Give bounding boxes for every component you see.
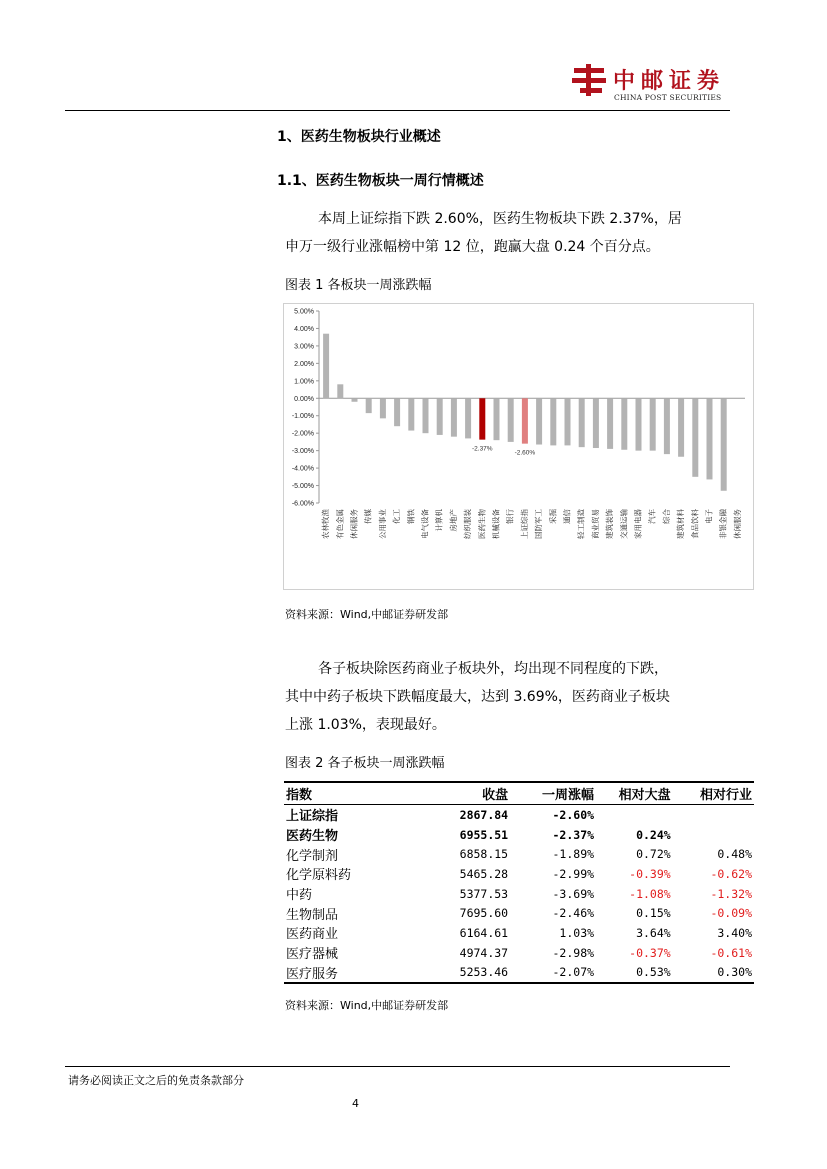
x-category-label: 非银金融 xyxy=(718,509,728,539)
x-category-label: 钢铁 xyxy=(406,509,416,524)
table-row xyxy=(284,903,754,923)
chart-bar xyxy=(437,398,443,435)
cell-vs-industry: 3.40% xyxy=(717,925,752,940)
cell-index-name: 医药生物 xyxy=(286,829,339,845)
chart-bar xyxy=(550,398,556,445)
figure-1-caption: 图表 1 各板块一周涨跌幅 xyxy=(285,278,432,293)
cell-index-name: 上证综指 xyxy=(286,809,339,825)
chart-bar xyxy=(536,398,542,444)
paragraph-1-line-1: 本周上证综指下跌 2.60%，医药生物板块下跌 2.37%，居 xyxy=(318,211,682,227)
page-number: 4 xyxy=(352,1097,359,1110)
y-tick-label: 3.00% xyxy=(294,343,314,351)
x-category-label: 商业贸易 xyxy=(590,509,600,539)
col-header-vs-market: 相对大盘 xyxy=(596,782,673,805)
cell-week-change: -2.60% xyxy=(552,807,595,822)
cell-close: 2867.84 xyxy=(459,807,509,822)
y-tick-label: -5.00% xyxy=(291,483,314,491)
cell-week-change: -2.99% xyxy=(552,866,595,881)
cell-week-change: -1.89% xyxy=(552,847,595,862)
cell-vs-market xyxy=(596,805,673,825)
cell-close: 7695.60 xyxy=(459,906,509,921)
x-category-label: 上证综指 xyxy=(519,509,529,539)
x-category-label: 交通运输 xyxy=(619,509,629,539)
x-category-label: 建筑材料 xyxy=(676,509,686,539)
x-category-label: 农林牧渔 xyxy=(321,509,331,539)
header-rule xyxy=(65,110,730,111)
bar-data-label: -2.60% xyxy=(514,449,536,457)
chart-bar xyxy=(664,398,670,454)
cell-week-change: -3.69% xyxy=(552,886,595,901)
chart-bar xyxy=(621,398,627,449)
y-tick-label: 5.00% xyxy=(294,308,314,316)
x-category-label: 通信 xyxy=(562,509,572,524)
cell-vs-industry: -0.62% xyxy=(710,866,752,881)
chart-bar xyxy=(465,398,471,438)
sector-weekly-change-chart xyxy=(283,303,754,590)
bar-data-label: -2.37% xyxy=(471,445,493,453)
cell-vs-industry: 0.30% xyxy=(673,963,754,984)
y-tick-label: -6.00% xyxy=(291,500,314,508)
col-header-week-change: 一周涨幅 xyxy=(510,782,596,805)
cell-week-change: -2.07% xyxy=(510,963,596,984)
figure-2-source: 资料来源：Wind,中邮证券研发部 xyxy=(285,999,449,1012)
china-post-logo-icon xyxy=(572,62,608,98)
y-tick-label: -2.00% xyxy=(291,430,314,438)
x-category-label: 家用电器 xyxy=(633,509,643,539)
cell-vs-industry xyxy=(673,805,754,825)
table-row xyxy=(284,805,754,825)
chart-bar xyxy=(650,398,656,450)
chart-bar xyxy=(380,398,386,418)
chart-bar xyxy=(408,398,414,430)
col-header-close: 收盘 xyxy=(391,782,510,805)
subsection-heading: 1.1、医药生物板块一周行情概述 xyxy=(277,173,484,189)
table-row xyxy=(284,963,754,984)
paragraph-2-line-1: 各子板块除医药商业子板块外，均出现不同程度的下跌， xyxy=(318,661,668,677)
cell-week-change: -2.37% xyxy=(552,827,595,842)
y-tick-label: 0.00% xyxy=(294,395,314,403)
cell-vs-market: 0.72% xyxy=(636,847,671,862)
x-category-label: 采掘 xyxy=(548,509,558,524)
chart-bar xyxy=(692,398,698,477)
x-category-label: 轻工制造 xyxy=(576,509,586,539)
footer-rule xyxy=(65,1066,730,1067)
brand-name-cn: 中邮证券 xyxy=(613,68,726,94)
chart-bar xyxy=(607,398,613,449)
cell-vs-market: 0.53% xyxy=(596,963,673,984)
x-category-label: 传媒 xyxy=(363,509,373,524)
cell-close: 5377.53 xyxy=(459,886,509,901)
cell-index-name: 中药 xyxy=(286,888,313,904)
cell-vs-industry: -0.61% xyxy=(710,945,752,960)
chart-bar xyxy=(579,398,585,447)
cell-week-change: 1.03% xyxy=(559,925,595,940)
figure-2-caption: 图表 2 各子板块一周涨跌幅 xyxy=(285,756,445,771)
chart-bar xyxy=(494,398,500,440)
cell-vs-market: 0.15% xyxy=(636,906,671,921)
cell-vs-market: 3.64% xyxy=(636,925,671,940)
cell-vs-market: -0.39% xyxy=(629,866,671,881)
table-row xyxy=(284,844,754,864)
x-category-label: 休闲服务 xyxy=(732,509,742,539)
x-category-label: 纺织服装 xyxy=(463,509,473,539)
cell-close: 4974.37 xyxy=(459,945,509,960)
x-category-label: 机械设备 xyxy=(491,509,501,539)
table-row xyxy=(284,943,754,963)
x-category-label: 公用事业 xyxy=(377,509,387,539)
y-tick-label: -1.00% xyxy=(291,413,314,421)
table-row xyxy=(284,825,754,845)
brand-name-en: CHINA POST SECURITIES xyxy=(614,93,722,102)
x-category-label: 综合 xyxy=(661,509,671,524)
cell-vs-industry: -0.09% xyxy=(710,906,752,921)
cell-index-name: 生物制品 xyxy=(286,907,339,923)
paragraph-2-line-3: 上涨 1.03%，表现最好。 xyxy=(285,717,446,733)
cell-index-name: 医药商业 xyxy=(286,927,339,943)
x-category-label: 建筑装饰 xyxy=(605,509,615,539)
table-row xyxy=(284,864,754,884)
chart-bar xyxy=(479,398,485,439)
cell-close: 6164.61 xyxy=(459,925,509,940)
cell-index-name: 医疗器械 xyxy=(286,947,339,963)
y-tick-label: 1.00% xyxy=(294,378,314,386)
cell-close: 6955.51 xyxy=(459,827,509,842)
chart-bar xyxy=(366,398,372,413)
cell-vs-market: -1.08% xyxy=(629,886,671,901)
col-header-index: 指数 xyxy=(284,782,391,805)
x-category-label: 房地产 xyxy=(448,509,458,532)
figure-1-source: 资料来源：Wind,中邮证券研发部 xyxy=(285,608,449,621)
section-heading: 1、医药生物板块行业概述 xyxy=(277,129,441,145)
chart-bar xyxy=(593,398,599,448)
cell-close: 5465.28 xyxy=(459,866,509,881)
y-tick-label: 2.00% xyxy=(294,360,314,368)
x-category-label: 有色金属 xyxy=(335,509,345,539)
x-category-label: 医药生物 xyxy=(477,509,487,539)
cell-vs-industry: 0.48% xyxy=(717,847,752,862)
disclaimer-text: 请务必阅读正文之后的免责条款部分 xyxy=(68,1074,244,1087)
cell-index-name: 化学制剂 xyxy=(286,848,339,864)
cell-vs-industry xyxy=(673,825,754,845)
y-tick-label: 4.00% xyxy=(294,325,314,333)
x-category-label: 银行 xyxy=(505,509,515,524)
cell-week-change: -2.98% xyxy=(552,945,595,960)
cell-index-name: 化学原料药 xyxy=(286,868,352,884)
cell-vs-market: 0.24% xyxy=(636,827,671,842)
subsector-table xyxy=(284,781,754,984)
chart-bar xyxy=(352,398,358,401)
chart-bar xyxy=(636,398,642,450)
table-header-row xyxy=(284,782,754,805)
chart-bar xyxy=(678,398,684,456)
x-category-label: 电气设备 xyxy=(420,509,430,539)
x-category-label: 化工 xyxy=(392,509,402,524)
x-category-label: 国防军工 xyxy=(534,509,544,539)
chart-bar xyxy=(451,398,457,436)
y-tick-label: -4.00% xyxy=(291,465,314,473)
chart-bar xyxy=(323,334,329,399)
x-category-label: 休闲服务 xyxy=(349,509,359,539)
chart-bar xyxy=(337,384,343,398)
cell-week-change: -2.46% xyxy=(552,906,595,921)
cell-close: 6858.15 xyxy=(459,847,509,862)
paragraph-2-line-2: 其中中药子板块下跌幅度最大，达到 3.69%，医药商业子板块 xyxy=(285,689,670,705)
chart-bar xyxy=(423,398,429,433)
chart-bar xyxy=(707,398,713,479)
x-category-label: 电子 xyxy=(704,509,714,524)
cell-close: 5253.46 xyxy=(391,963,510,984)
cell-index-name: 医疗服务 xyxy=(284,963,391,984)
chart-bar xyxy=(508,398,514,442)
cell-vs-industry: -1.32% xyxy=(710,886,752,901)
chart-bar xyxy=(721,398,727,491)
table-row xyxy=(284,923,754,943)
x-category-label: 食品饮料 xyxy=(690,509,700,539)
cell-vs-market: -0.37% xyxy=(629,945,671,960)
chart-bar xyxy=(565,398,571,445)
col-header-vs-industry: 相对行业 xyxy=(673,782,754,805)
y-tick-label: -3.00% xyxy=(291,448,314,456)
table-row xyxy=(284,884,754,904)
chart-bar xyxy=(522,398,528,443)
chart-bar xyxy=(394,398,400,426)
paragraph-1-line-2: 申万一级行业涨幅榜中第 12 位，跑赢大盘 0.24 个百分点。 xyxy=(285,239,660,255)
x-category-label: 汽车 xyxy=(647,509,657,524)
x-category-label: 计算机 xyxy=(434,509,444,532)
